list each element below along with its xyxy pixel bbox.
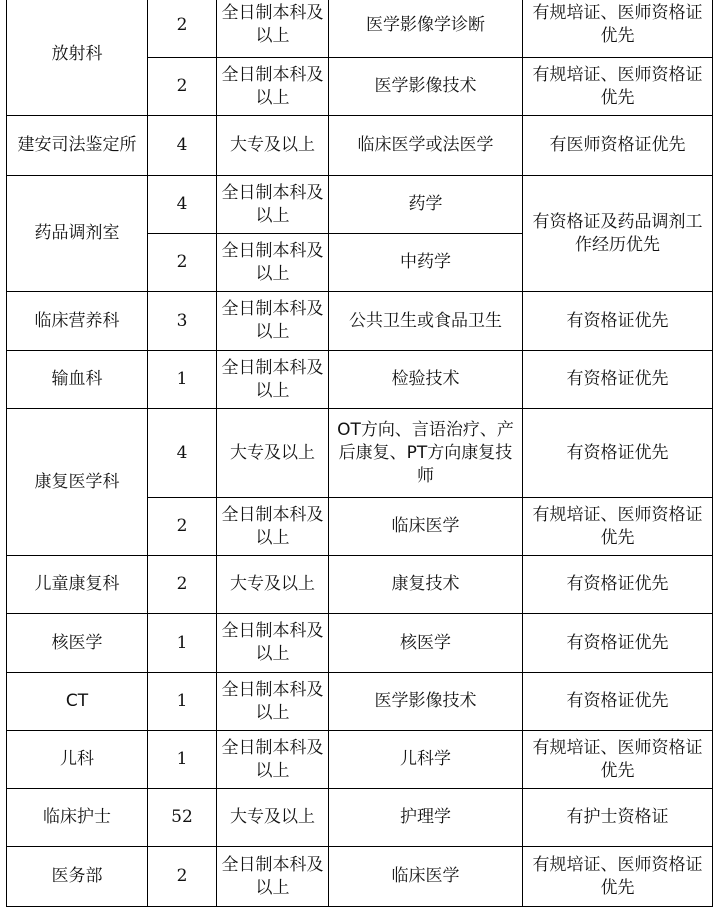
major-cell: 康复技术 [329, 556, 523, 614]
education-cell: 大专及以上 [217, 556, 329, 614]
major-cell: 医学影像技术 [329, 58, 523, 116]
count-cell: 1 [148, 614, 217, 673]
count-cell: 2 [148, 847, 217, 907]
major-cell: 临床医学或法医学 [329, 116, 523, 176]
table-row [7, 673, 713, 731]
count-cell: 52 [148, 789, 217, 847]
count-cell: 4 [148, 116, 217, 176]
count-cell: 2 [148, 58, 217, 116]
recruitment-table [6, 0, 713, 907]
education-cell: 全日制本科及以上 [217, 234, 329, 292]
table-row [7, 409, 713, 498]
table-row [7, 614, 713, 673]
requirement-cell: 有规培证、医师资格证优先 [523, 847, 713, 907]
education-cell: 全日制本科及以上 [217, 58, 329, 116]
department-cell: 药品调剂室 [7, 176, 148, 292]
department-cell: 核医学 [7, 614, 148, 673]
education-cell: 全日制本科及以上 [217, 498, 329, 556]
major-cell: 临床医学 [329, 847, 523, 907]
table-row [7, 789, 713, 847]
department-cell: 建安司法鉴定所 [7, 116, 148, 176]
major-cell: 中药学 [329, 234, 523, 292]
education-cell: 大专及以上 [217, 789, 329, 847]
count-cell: 2 [148, 498, 217, 556]
count-cell: 2 [148, 0, 217, 58]
education-cell: 全日制本科及以上 [217, 292, 329, 351]
requirement-cell: 有资格证优先 [523, 351, 713, 409]
education-cell: 全日制本科及以上 [217, 614, 329, 673]
major-cell: 护理学 [329, 789, 523, 847]
requirement-cell: 有资格证及药品调剂工作经历优先 [523, 176, 713, 292]
department-cell: 康复医学科 [7, 409, 148, 556]
education-cell: 全日制本科及以上 [217, 176, 329, 234]
major-cell: 药学 [329, 176, 523, 234]
education-cell: 全日制本科及以上 [217, 731, 329, 789]
table-row [7, 0, 713, 58]
table-row [7, 556, 713, 614]
major-cell: 核医学 [329, 614, 523, 673]
major-cell: 检验技术 [329, 351, 523, 409]
department-cell: CT [7, 673, 148, 731]
requirement-cell: 有资格证优先 [523, 409, 713, 498]
department-cell: 临床护士 [7, 789, 148, 847]
table-row [7, 116, 713, 176]
major-cell: 医学影像技术 [329, 673, 523, 731]
major-cell: 医学影像学诊断 [329, 0, 523, 58]
requirement-cell: 有医师资格证优先 [523, 116, 713, 176]
department-cell: 输血科 [7, 351, 148, 409]
requirement-cell: 有资格证优先 [523, 292, 713, 351]
education-cell: 全日制本科及以上 [217, 351, 329, 409]
requirement-cell: 有护士资格证 [523, 789, 713, 847]
requirement-cell: 有资格证优先 [523, 614, 713, 673]
education-cell: 大专及以上 [217, 409, 329, 498]
requirement-cell: 有资格证优先 [523, 673, 713, 731]
table-row [7, 292, 713, 351]
major-cell: OT方向、言语治疗、产后康复、PT方向康复技师 [329, 409, 523, 498]
table-row [7, 731, 713, 789]
table-row [7, 847, 713, 907]
table-row [7, 176, 713, 234]
count-cell: 2 [148, 556, 217, 614]
education-cell: 全日制本科及以上 [217, 0, 329, 58]
count-cell: 4 [148, 176, 217, 234]
department-cell: 医务部 [7, 847, 148, 907]
education-cell: 全日制本科及以上 [217, 847, 329, 907]
department-cell: 儿童康复科 [7, 556, 148, 614]
department-cell: 放射科 [7, 0, 148, 116]
major-cell: 临床医学 [329, 498, 523, 556]
education-cell: 全日制本科及以上 [217, 673, 329, 731]
requirement-cell: 有规培证、医师资格证优先 [523, 731, 713, 789]
department-cell: 儿科 [7, 731, 148, 789]
major-cell: 公共卫生或食品卫生 [329, 292, 523, 351]
count-cell: 1 [148, 731, 217, 789]
requirement-cell: 有规培证、医师资格证优先 [523, 498, 713, 556]
department-cell: 临床营养科 [7, 292, 148, 351]
major-cell: 儿科学 [329, 731, 523, 789]
requirement-cell: 有规培证、医师资格证优先 [523, 58, 713, 116]
requirement-cell: 有规培证、医师资格证优先 [523, 0, 713, 58]
count-cell: 2 [148, 234, 217, 292]
count-cell: 4 [148, 409, 217, 498]
table-row [7, 351, 713, 409]
education-cell: 大专及以上 [217, 116, 329, 176]
count-cell: 3 [148, 292, 217, 351]
count-cell: 1 [148, 673, 217, 731]
requirement-cell: 有资格证优先 [523, 556, 713, 614]
count-cell: 1 [148, 351, 217, 409]
